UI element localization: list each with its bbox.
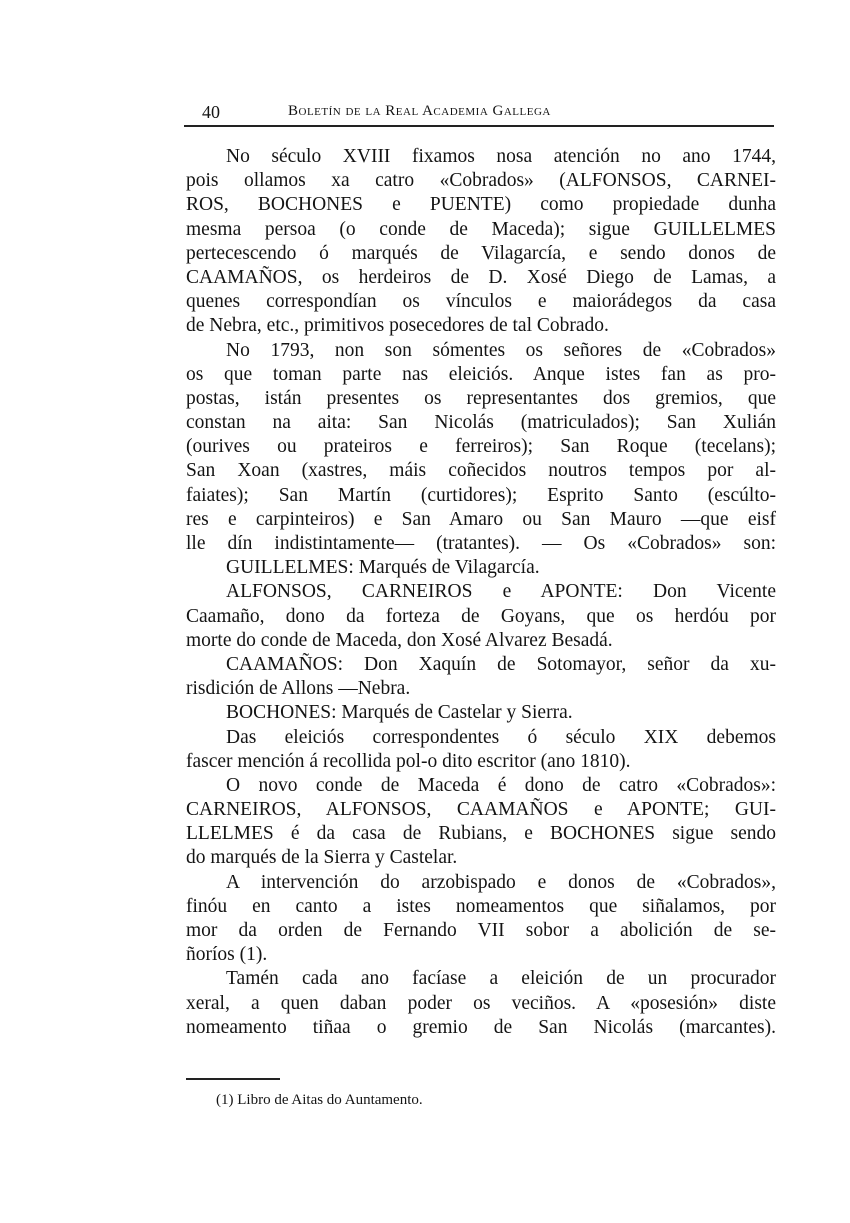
text-line: GUILLELMES: Marqués de Vilagarcía. bbox=[226, 557, 540, 579]
text-line: Caamaño, dono da forteza de Goyans, que os herdóu por bbox=[186, 605, 776, 627]
text-line: ALFONSOS, CARNEIROS e APONTE: Don Vicente bbox=[226, 581, 776, 603]
text-line: de Nebra, etc., primitivos posecedores de tal Cobrado. bbox=[186, 315, 609, 337]
text-line: O novo conde de Maceda é dono de catro «Cobrados»: bbox=[226, 774, 776, 796]
footnote-rule bbox=[186, 1078, 280, 1080]
text-line: nomeamento tiñaa o gremio de San Nicolás (marcantes). bbox=[186, 1016, 776, 1038]
text-line: A intervención do arzobispado e donos de «Cobrados», bbox=[226, 871, 776, 893]
text-line: LLELMES é da casa de Rubians, e BOCHONES sigue sendo bbox=[186, 823, 776, 845]
text-line: fascer mención á recollida pol-o dito escritor (ano 1810). bbox=[186, 750, 631, 772]
body-text bbox=[186, 145, 776, 1040]
text-line: No século XVIII fixamos nosa atención no ano 1744, bbox=[226, 146, 776, 167]
text-line: CAAMAÑOS: Don Xaquín de Sotomayor, señor da xu- bbox=[226, 653, 776, 675]
text-line: ñoríos (1). bbox=[186, 944, 268, 966]
header-rule bbox=[184, 125, 774, 127]
footnote: (1) Libro de Aitas do Auntamento. bbox=[216, 1092, 423, 1108]
text-line: mesma persoa (o conde de Maceda); sigue GUILLELMES bbox=[186, 218, 776, 240]
text-line: ROS, BOCHONES e PUENTE) como propiedade dunha bbox=[186, 194, 776, 216]
text-line: (ourives ou prateiros e ferreiros); San Roque (tecelans); bbox=[186, 436, 776, 458]
text-line: faiates); San Martín (curtidores); Esprito Santo (escúlto- bbox=[186, 484, 776, 506]
text-line: res e carpinteiros) e San Amaro ou San Mauro —que eisf bbox=[186, 508, 776, 530]
text-line: mor da orden de Fernando VII sobor a abolición de se- bbox=[186, 920, 776, 941]
page-header bbox=[184, 100, 774, 124]
text-line: pois ollamos xa catro «Cobrados» (ALFONSOS, CARNEI- bbox=[186, 170, 776, 192]
text-line: lle dín indistintamente— (tratantes). — Os «Cobrados» son: bbox=[186, 533, 776, 554]
text-line: Das eleiciós correspondentes ó século XIX debemos bbox=[226, 726, 776, 748]
text-line: os que toman parte nas eleiciós. Anque istes fan as pro- bbox=[186, 363, 776, 385]
text-line: constan na aita: San Nicolás (matriculados); San Xulián bbox=[186, 412, 776, 434]
running-title: Boletín de la Real Academia Gallega bbox=[288, 103, 551, 119]
text-line: pertecescendo ó marqués de Vilagarcía, e sendo donos de bbox=[186, 242, 776, 264]
text-line: do marqués de la Sierra y Castelar. bbox=[186, 847, 458, 869]
text-line: risdición de Allons —Nebra. bbox=[186, 678, 411, 700]
text-line: postas, istán presentes os representantes dos gremios, que bbox=[186, 387, 776, 409]
text-line: finóu en canto a istes nomeamentos que siñalamos, por bbox=[186, 895, 776, 917]
text-line: BOCHONES: Marqués de Castelar y Sierra. bbox=[226, 702, 573, 724]
text-line: CAAMAÑOS, os herdeiros de D. Xosé Diego de Lamas, a bbox=[186, 266, 776, 288]
text-line: Tamén cada ano facíase a eleición de un procurador bbox=[226, 968, 776, 990]
page-number: 40 bbox=[202, 102, 220, 122]
text-line: quenes correspondían os vínculos e maiorádegos da casa bbox=[186, 291, 776, 313]
text-line: San Xoan (xastres, máis coñecidos noutros tempos por al- bbox=[186, 460, 776, 482]
text-line: xeral, a quen daban poder os veciños. A «posesión» diste bbox=[186, 992, 776, 1014]
text-line: morte do conde de Maceda, don Xosé Alvarez Besadá. bbox=[186, 629, 613, 651]
text-line: CARNEIROS, ALFONSOS, CAAMAÑOS e APONTE; GUI- bbox=[186, 799, 776, 821]
text-line: No 1793, non son sómentes os señores de «Cobrados» bbox=[226, 339, 776, 361]
